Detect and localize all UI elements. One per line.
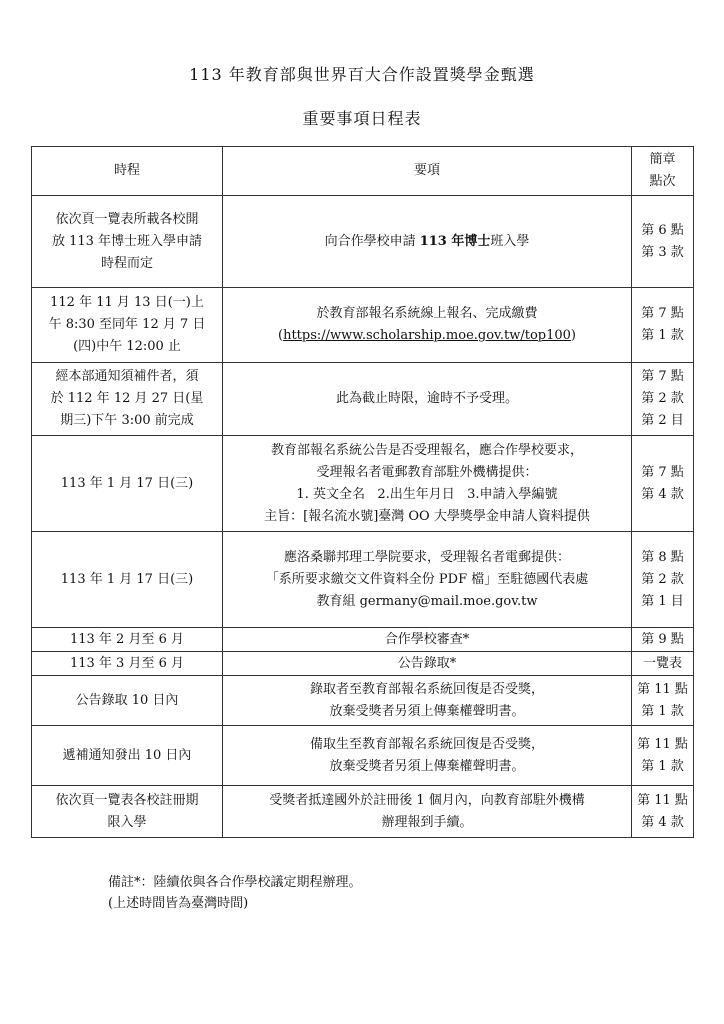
row-time (32, 288, 223, 363)
item-line: 受獎者抵達國外於註冊後 1 個月內，向教育部駐外機構 (269, 792, 585, 808)
ref-line: 第 2 款 (641, 571, 684, 587)
header-ref-line: 簡章 (649, 152, 676, 167)
row-time (32, 363, 223, 436)
item-line: 放棄受獎者另須上傳棄權聲明書。 (329, 758, 525, 774)
time-line: 依次頁一覽表各校註冊期 (55, 792, 199, 808)
ref-line: 第 3 款 (641, 244, 684, 260)
time-line: (四)中午 12:00 止 (73, 339, 181, 354)
ref-line: 第 11 點 (637, 736, 688, 752)
time-line: 經本部通知須補件者，須 (55, 369, 199, 384)
ref-line: 第 7 點 (641, 306, 684, 321)
row-time (32, 676, 223, 726)
ref-line: 第 1 目 (641, 593, 684, 609)
footnote-line: (上述時間皆為臺灣時間) (108, 896, 249, 911)
document-title: 113 年教育部與世界百大合作設置獎學金甄選 (189, 65, 535, 84)
ref-line: 第 11 點 (637, 681, 688, 697)
row-ref (632, 532, 694, 628)
table-row (32, 676, 694, 726)
row-item (223, 786, 632, 838)
table-header-row (32, 147, 694, 196)
header-ref-line: 點次 (649, 174, 676, 189)
item-line: 教育部報名系統公告是否受理報名，應合作學校要求， (270, 442, 583, 458)
item-line: 於教育部報名系統線上報名、完成繳費 (316, 306, 538, 321)
url-open-paren: ( (278, 328, 284, 343)
table-row (32, 628, 694, 652)
ref-line: 第 11 點 (637, 792, 688, 808)
row-time (32, 436, 223, 532)
table-row (32, 196, 694, 288)
time-line: 113 年 1 月 17 日(三) (60, 475, 194, 491)
ref-line: 第 8 點 (641, 549, 684, 565)
row-item (223, 676, 632, 726)
item-line: 1. 英文全名 2.出生年月日 3.申請入學編號 (296, 486, 558, 502)
item-line: 主旨：[報名流水號]臺灣 OO 大學獎學金申請人資料提供 (264, 508, 590, 524)
ref-line: 第 1 款 (641, 328, 684, 343)
ref-line: 第 6 點 (641, 222, 684, 238)
table-row (32, 652, 694, 676)
item-line: 「系所要求繳交文件資料全份 PDF 檔」至駐德國代表處 (265, 571, 589, 587)
table-row (32, 363, 694, 436)
item-line: 此為截止時限，逾時不予受理。 (335, 391, 518, 406)
time-line: 於 112 年 12 月 27 日(星 (50, 391, 204, 406)
item-line (227, 325, 627, 347)
registration-link[interactable]: https://www.scholarship.moe.gov.tw/top100 (283, 328, 571, 343)
item-line: 備取生至教育部報名系統回復是否受獎， (309, 736, 544, 752)
time-line: 112 年 11 月 13 日(一)上 (50, 295, 204, 310)
footnotes (108, 872, 362, 914)
row-ref (632, 436, 694, 532)
item-bold-text: 113 年博士 (419, 233, 491, 249)
row-time (32, 196, 223, 288)
time-line: 113 年 1 月 17 日(三) (60, 571, 194, 587)
document-subtitle: 重要事項日程表 (302, 109, 422, 128)
item-text: 班入學 (490, 233, 530, 249)
item-line: 辦理報到手續。 (381, 814, 473, 830)
row-item (223, 288, 632, 363)
row-item (223, 436, 632, 532)
time-line: 公告錄取 10 日內 (75, 692, 179, 708)
time-line: 放 113 年博士班入學申請 (51, 233, 203, 249)
ref-line: 第 7 點 (641, 369, 684, 384)
item-line (227, 231, 627, 253)
row-ref (632, 363, 694, 436)
footnote-line: 備註*：陸續依與各合作學校議定期程辦理。 (108, 875, 362, 890)
header-time: 時程 (32, 147, 223, 196)
ref-line: 第 2 目 (641, 413, 684, 428)
ref-line: 第 4 款 (641, 486, 684, 502)
table-row (32, 726, 694, 786)
row-item: 合作學校審查* (223, 628, 632, 652)
row-ref (632, 726, 694, 786)
row-time (32, 786, 223, 838)
row-ref (632, 786, 694, 838)
row-item (223, 532, 632, 628)
item-line: 應洛桑聯邦理工學院要求，受理報名者電郵提供： (283, 549, 570, 565)
time-line: 遞補通知發出 10 日內 (62, 747, 192, 763)
row-ref: 第 9 點 (632, 628, 694, 652)
header-item: 要項 (223, 147, 632, 196)
ref-line: 第 1 款 (641, 703, 684, 719)
table-row (32, 532, 694, 628)
row-item (223, 363, 632, 436)
time-line: 依次頁一覽表所載各校開 (55, 211, 199, 227)
item-line: 放棄受獎者另須上傳棄權聲明書。 (329, 703, 525, 719)
row-ref (632, 676, 694, 726)
row-item (223, 726, 632, 786)
row-time (32, 726, 223, 786)
url-close-paren: ) (570, 328, 576, 343)
time-line: 期三)下午 3:00 前完成 (60, 413, 194, 428)
schedule-table (31, 146, 694, 838)
item-line: 受理報名者電郵教育部駐外機構提供： (316, 464, 538, 480)
row-ref (632, 288, 694, 363)
header-ref (632, 147, 694, 196)
time-line: 午 8:30 至同年 12 月 7 日 (48, 317, 206, 332)
row-item (223, 196, 632, 288)
ref-line: 第 4 款 (641, 814, 684, 830)
row-time: 113 年 2 月至 6 月 (32, 628, 223, 652)
ref-line: 第 7 點 (641, 464, 684, 480)
ref-line: 第 1 款 (641, 758, 684, 774)
row-ref: 一覽表 (632, 652, 694, 676)
row-item: 公告錄取* (223, 652, 632, 676)
item-line: 錄取者至教育部報名系統回復是否受獎， (309, 681, 544, 697)
time-line: 限入學 (107, 814, 147, 830)
item-text: 向合作學校申請 (324, 233, 420, 249)
table-row (32, 288, 694, 363)
row-time: 113 年 3 月至 6 月 (32, 652, 223, 676)
table-row (32, 786, 694, 838)
item-line: 教育組 germany@mail.moe.gov.tw (316, 593, 538, 609)
ref-line: 第 2 款 (641, 391, 684, 406)
row-ref (632, 196, 694, 288)
table-row (32, 436, 694, 532)
time-line: 時程而定 (100, 255, 153, 271)
row-time (32, 532, 223, 628)
